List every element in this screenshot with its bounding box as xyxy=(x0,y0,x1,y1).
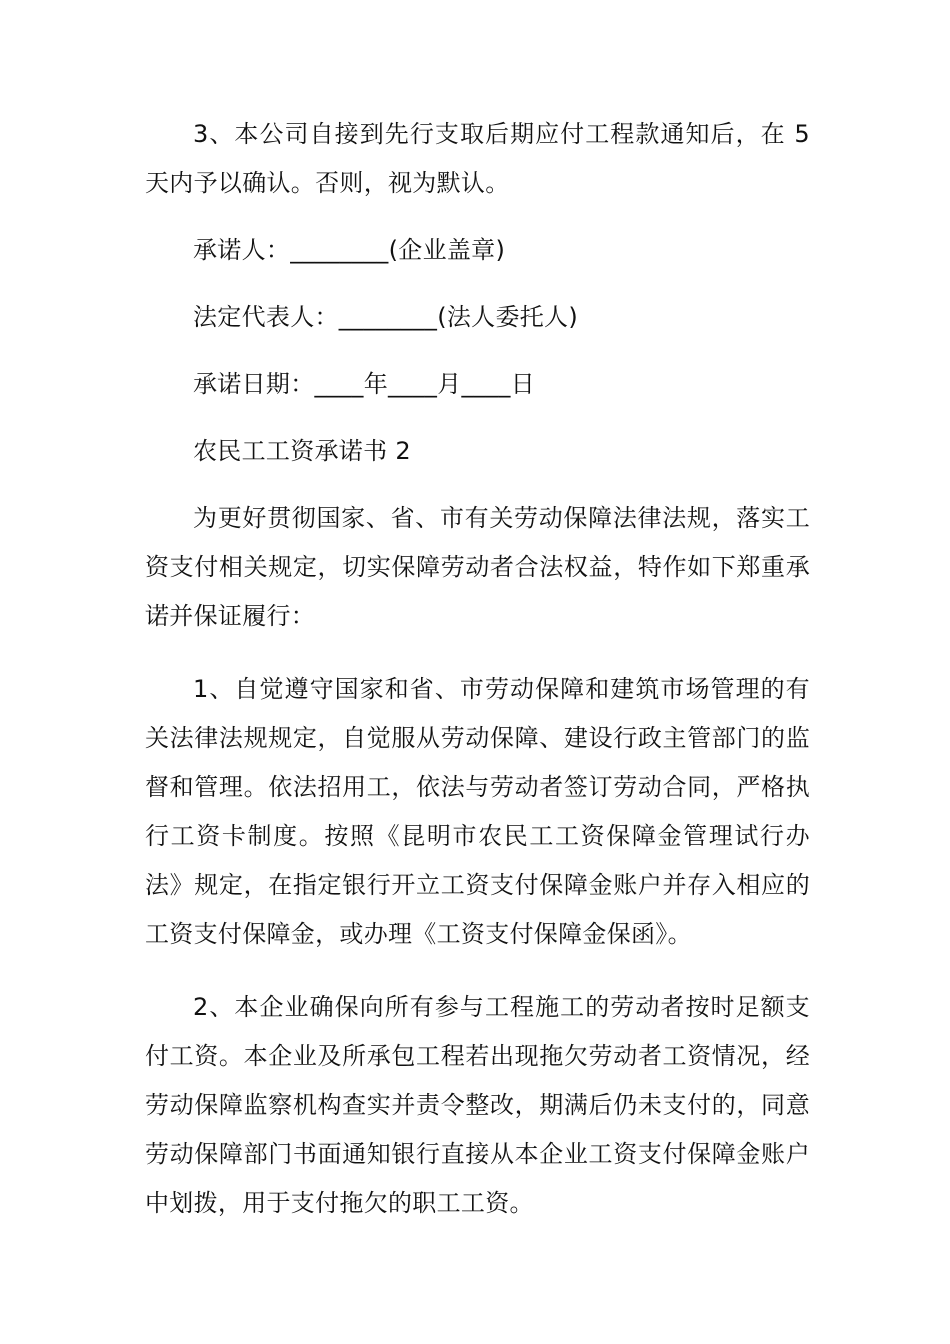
paragraph-clause-3: 3、本公司自接到先行支取后期应付工程款通知后，在 5 天内予以确认。否则，视为默认。 xyxy=(145,120,810,197)
paragraph-clause-1: 1、自觉遵守国家和省、市劳动保障和建筑市场管理的有关法律法规规定，自觉服从劳动保障、建设行政主管部门的监督和管理。依法招用工，依法与劳动者签订劳动合同，严格执行工资卡制度。按照《昆明市农民工工资保障金管理试行办法》规定，在指定银行开立工资支付保障金账户并存入相应的工资支付保障金，或办理《工资支付保障金保函》。 xyxy=(145,675,810,948)
promisor-signature-line: 承诺人：________(企业盖章) xyxy=(193,236,506,264)
promise-date-line: 承诺日期：____年____月____日 xyxy=(193,370,535,398)
paragraph-intro: 为更好贯彻国家、省、市有关劳动保障法律法规，落实工资支付相关规定，切实保障劳动者合法权益，特作如下郑重承诺并保证履行： xyxy=(145,504,810,630)
legal-representative-line: 法定代表人：________(法人委托人) xyxy=(193,303,579,331)
paragraph-clause-2: 2、本企业确保向所有参与工程施工的劳动者按时足额支付工资。本企业及所承包工程若出现拖欠劳动者工资情况，经劳动保障监察机构查实并责令整改，期满后仍未支付的，同意劳动保障部门书面通知银行直接从本企业工资支付保障金账户中划拨，用于支付拖欠的职工工资。 xyxy=(145,993,810,1217)
document-body xyxy=(145,110,810,1228)
section-title: 农民工工资承诺书 2 xyxy=(193,437,411,465)
